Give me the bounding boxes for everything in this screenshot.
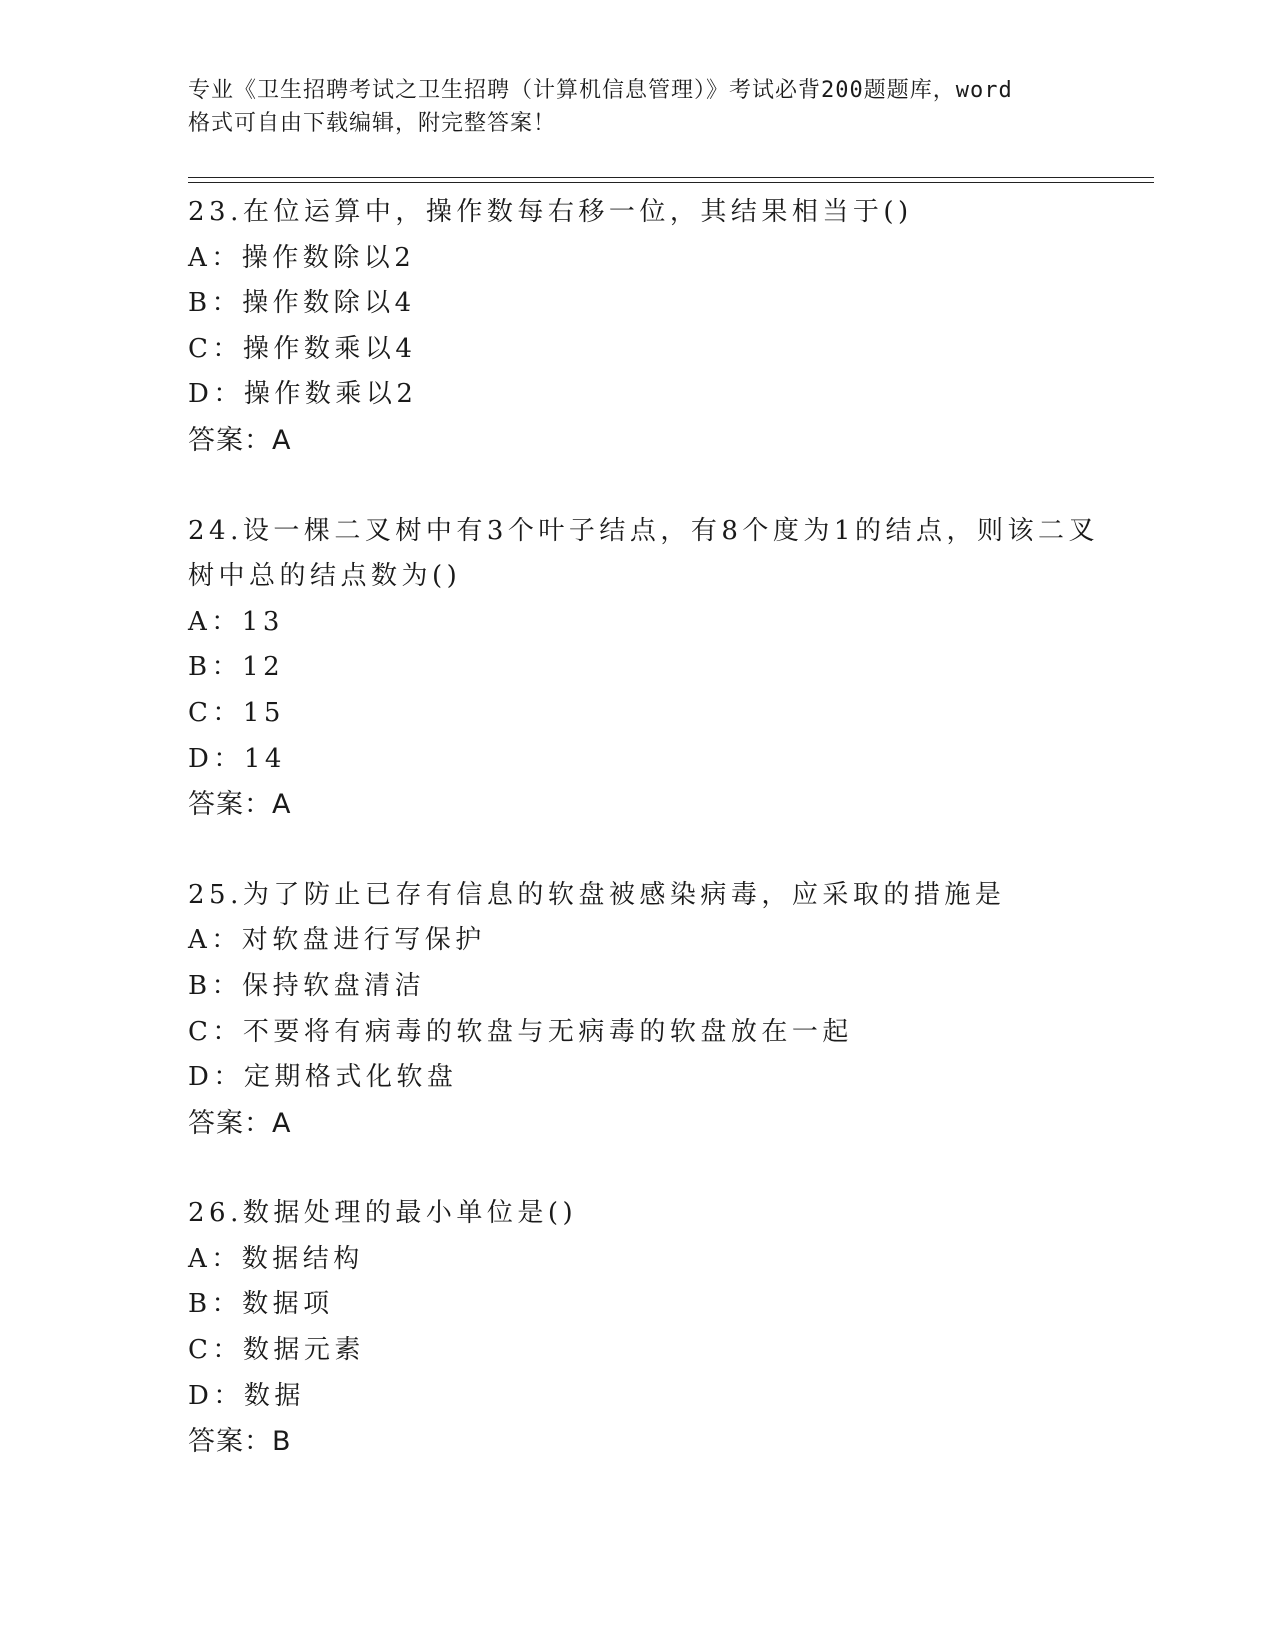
answer-line: 答案：A <box>188 789 292 821</box>
question-stem: 23.在位运算中，操作数每右移一位，其结果相当于() <box>188 197 913 227</box>
question-stem: 25.为了防止已存有信息的软盘被感染病毒，应采取的措施是 <box>188 879 1006 910</box>
header-divider-bottom <box>188 182 1154 183</box>
option-b: B：保持软盘清洁 <box>188 970 426 1001</box>
option-c: C：数据元素 <box>188 1335 365 1366</box>
header-divider-top <box>188 177 1154 178</box>
option-c: C：操作数乘以4 <box>188 333 417 364</box>
option-a: A：13 <box>188 606 284 637</box>
question-stem-continued: 树中总的结点数为() <box>188 561 462 592</box>
question-24 <box>188 509 1148 828</box>
question-stem: 24.设一棵二叉树中有3个叶子结点，有8个度为1的结点，则该二叉 <box>188 515 1099 546</box>
question-25 <box>188 873 1148 1147</box>
option-d: D：操作数乘以2 <box>188 379 418 410</box>
answer-line: 答案：B <box>188 1426 292 1458</box>
header-line-2: 格式可自由下载编辑，附完整答案！ <box>188 111 557 136</box>
option-c: C：15 <box>188 697 285 728</box>
question-26 <box>188 1191 1148 1465</box>
question-stem: 26.数据处理的最小单位是() <box>188 1198 578 1229</box>
option-a: A：操作数除以2 <box>188 242 416 273</box>
header-line-1: 专业《卫生招聘考试之卫生招聘（计算机信息管理）》考试必背200题题库，word <box>188 78 1013 103</box>
option-d: D：定期格式化软盘 <box>188 1062 458 1093</box>
answer-line: 答案：A <box>188 1107 292 1139</box>
option-a: A：数据结构 <box>188 1243 364 1274</box>
option-c: C：不要将有病毒的软盘与无病毒的软盘放在一起 <box>188 1016 853 1047</box>
option-d: D：数据 <box>188 1380 305 1411</box>
option-a: A：对软盘进行写保护 <box>188 925 486 956</box>
option-b: B：数据项 <box>188 1289 334 1320</box>
answer-line: 答案：A <box>188 424 292 456</box>
question-list <box>188 190 1148 1510</box>
option-b: B：12 <box>188 652 285 683</box>
question-23 <box>188 190 1148 464</box>
document-header <box>188 74 1088 140</box>
option-b: B：操作数除以4 <box>188 288 416 319</box>
option-d: D：14 <box>188 743 286 774</box>
